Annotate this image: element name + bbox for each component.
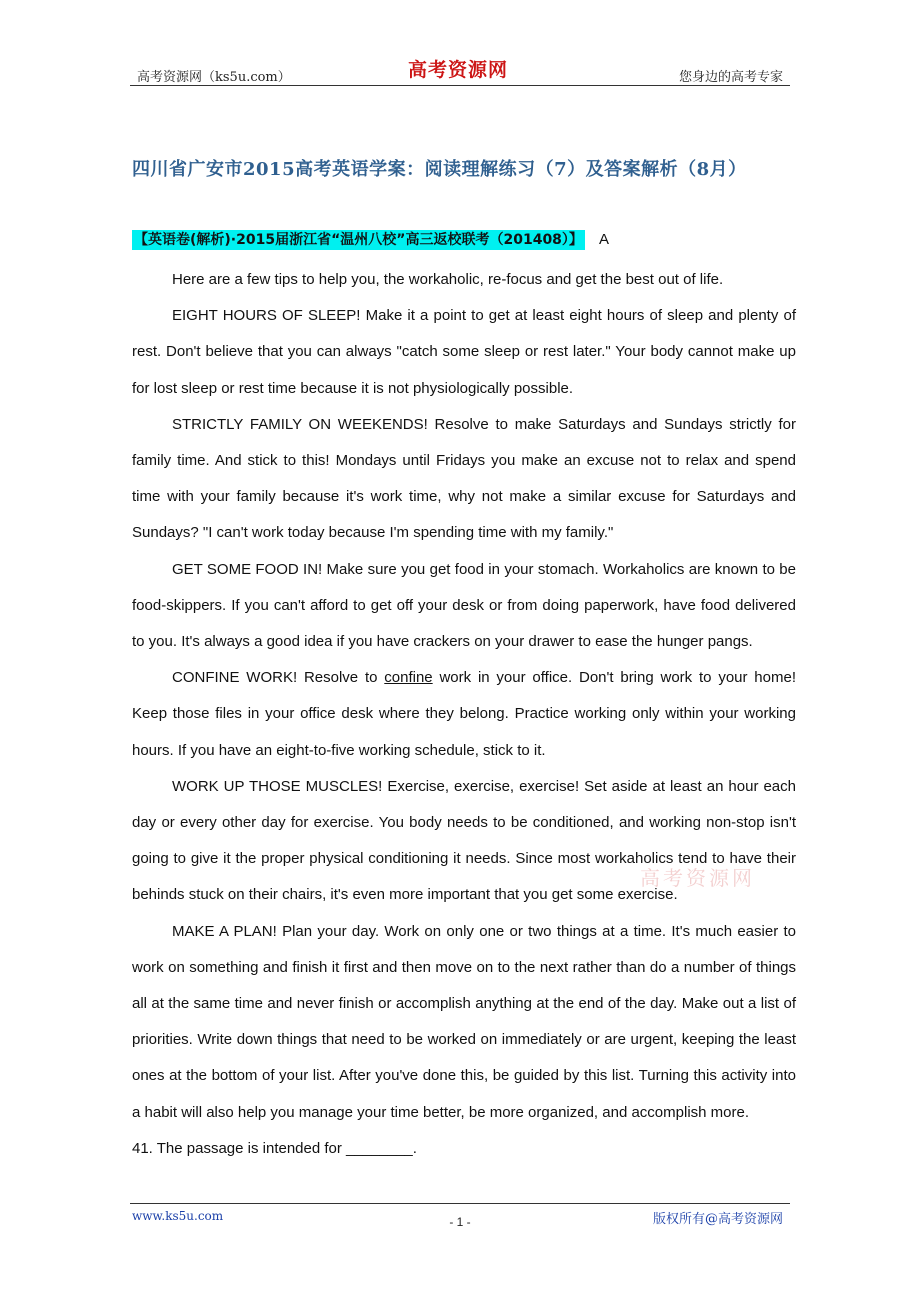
passage-paragraph-plan: MAKE A PLAN! Plan your day. Work on only one or two things at a time. It's much easier to work on something and finish it first and then move on to the next rather than do a number of things all at the same time and never finish or accomplish anything at the end of the day. Make out a list of priorities. Write down things that need to be worked on immediately or are urgent, keeping the least ones at the bottom of your list. After you've done this, be guided by this list. Turning this activity into a habit will also help you manage your time better, be more organized, and accomplish more. [132, 922, 796, 1121]
header-logo: 高考资源网 [408, 59, 509, 81]
confine-text-after: work in your office. Don't bring work to your home! Keep those files in your office desk where they belong. Practice working only within your working hours. If you have an eight-to-five working schedule, stick to it. [132, 669, 796, 759]
header-slogan: 您身边的高考专家 [678, 70, 783, 85]
question-41: 41. The passage is intended for ________. [132, 1139, 417, 1157]
footer-divider [130, 1203, 790, 1204]
source-label: 【英语卷(解析)·2015届浙江省“温州八校”高三返校联考（201408）】 [134, 232, 583, 248]
passage-paragraph-food: GET SOME FOOD IN! Make sure you get food in your stomach. Workaholics are known to be food-skippers. If you can't afford to get off your desk or from doing paperwork, have food delivered to you. It's always a good idea if you have crackers on your drawer to ease the hunger pangs. [132, 560, 796, 651]
passage-body [132, 262, 796, 1167]
watermark: 高考资源网 [640, 866, 755, 890]
footer-website-link[interactable]: www.ks5u.com [132, 1209, 224, 1223]
passage-paragraph-family: STRICTLY FAMILY ON WEEKENDS! Resolve to make Saturdays and Sundays strictly for family time. And stick to this! Mondays until Fridays you make an excuse not to relax and spend time with your family because it's work time, why not make a similar excuse for Saturdays and Sundays? "I can't work today because I'm spending time with my family." [132, 415, 796, 542]
header-divider [130, 85, 790, 86]
confine-text-before: CONFINE WORK! Resolve to [172, 669, 385, 687]
document-title: 四川省广安市2015高考英语学案：阅读理解练习（7）及答案解析（8月） [132, 159, 747, 180]
underlined-word: confine [384, 669, 433, 687]
footer-copyright: 版权所有@高考资源网 [652, 1212, 783, 1227]
passage-paragraph-exercise: WORK UP THOSE MUSCLES! Exercise, exercise, exercise! Set aside at least an hour each day or every other day for exercise. You body needs to be conditioned, and working non-stop isn't going to give it the proper physical conditioning it needs. Since most workaholics tend to have their behinds stuck on their chairs, it's even more important that you get some exercise. [132, 777, 796, 904]
source-line [132, 229, 609, 249]
page-number: - 1 - [449, 1215, 471, 1229]
passage-intro: Here are a few tips to help you, the workaholic, re-focus and get the best out of life. [172, 271, 724, 288]
passage-paragraph-sleep: EIGHT HOURS OF SLEEP! Make it a point to get at least eight hours of sleep and plenty of rest. Don't believe that you can always "catch some sleep or rest later." Your body cannot make up for lost sleep or rest time because it is not physiologically possible. [132, 307, 796, 397]
header-site-name: 高考资源网（ks5u.com） [137, 70, 291, 85]
section-letter: A [598, 231, 609, 248]
passage-paragraph-confine [132, 660, 796, 769]
